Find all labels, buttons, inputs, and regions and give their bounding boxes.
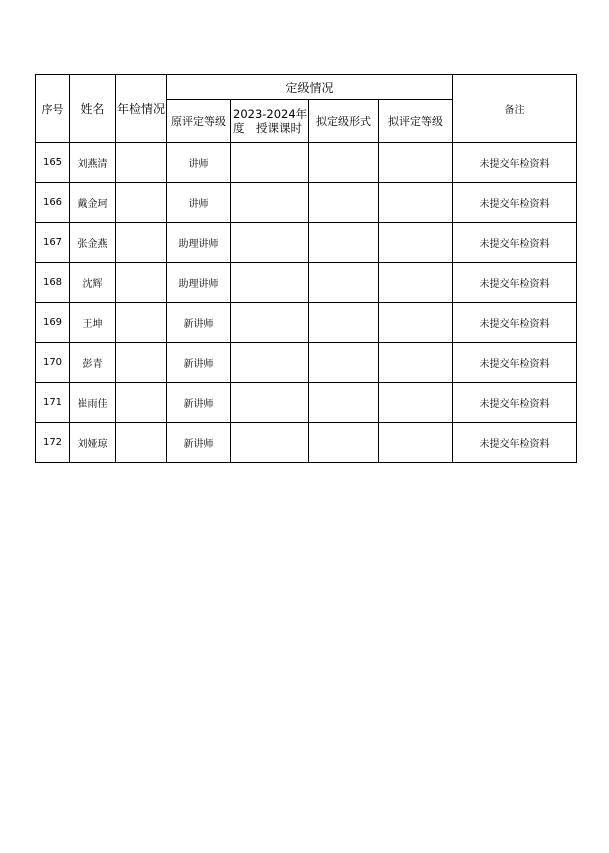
proposed-grade-cell: [379, 143, 453, 183]
header-original-grade: 原评定等级: [167, 100, 231, 143]
proposed-form-cell: [309, 183, 379, 223]
seq-cell: 168: [36, 263, 70, 303]
table-row: [36, 343, 577, 383]
header-proposed-form: 拟定级形式: [309, 100, 379, 143]
remarks-cell: 未提交年检资料: [453, 303, 577, 343]
annual-check-cell: [116, 143, 167, 183]
original-grade-cell: 讲师: [167, 143, 231, 183]
annual-check-cell: [116, 343, 167, 383]
proposed-grade-cell: [379, 263, 453, 303]
original-grade-cell: 助理讲师: [167, 263, 231, 303]
seq-cell: 172: [36, 423, 70, 463]
original-grade-cell: 讲师: [167, 183, 231, 223]
seq-cell: 170: [36, 343, 70, 383]
header-grading-group: 定级情况: [167, 75, 453, 100]
remarks-cell: 未提交年检资料: [453, 343, 577, 383]
seq-cell: 169: [36, 303, 70, 343]
name-cell: 沈辉: [70, 263, 116, 303]
header-row: [36, 75, 577, 100]
seq-cell: 166: [36, 183, 70, 223]
header-teaching-hours-line1: 2023-2024年: [233, 107, 308, 121]
proposed-grade-cell: [379, 383, 453, 423]
proposed-form-cell: [309, 263, 379, 303]
teaching-hours-cell: [231, 303, 309, 343]
annual-check-cell: [116, 383, 167, 423]
table-row: [36, 183, 577, 223]
proposed-form-cell: [309, 383, 379, 423]
original-grade-cell: 新讲师: [167, 343, 231, 383]
proposed-grade-cell: [379, 223, 453, 263]
table-row: [36, 423, 577, 463]
remarks-cell: 未提交年检资料: [453, 423, 577, 463]
header-teaching-hours: [231, 100, 309, 143]
annual-check-cell: [116, 263, 167, 303]
proposed-form-cell: [309, 303, 379, 343]
header-seq: 序号: [36, 75, 70, 143]
seq-cell: 171: [36, 383, 70, 423]
header-name: 姓名: [70, 75, 116, 143]
proposed-grade-cell: [379, 303, 453, 343]
table-row: [36, 263, 577, 303]
table-row: [36, 143, 577, 183]
teaching-hours-cell: [231, 143, 309, 183]
table-row: [36, 383, 577, 423]
annual-check-cell: [116, 223, 167, 263]
proposed-form-cell: [309, 423, 379, 463]
remarks-cell: 未提交年检资料: [453, 383, 577, 423]
remarks-cell: 未提交年检资料: [453, 183, 577, 223]
name-cell: 戴金珂: [70, 183, 116, 223]
table-row: [36, 223, 577, 263]
teaching-hours-cell: [231, 223, 309, 263]
header-remarks: 备注: [453, 75, 577, 143]
original-grade-cell: 新讲师: [167, 303, 231, 343]
grading-table: [35, 74, 577, 463]
teaching-hours-cell: [231, 343, 309, 383]
annual-check-cell: [116, 183, 167, 223]
remarks-cell: 未提交年检资料: [453, 223, 577, 263]
teaching-hours-cell: [231, 423, 309, 463]
header-annual-check: 年检情况: [116, 75, 167, 143]
name-cell: 刘娅琼: [70, 423, 116, 463]
remarks-cell: 未提交年检资料: [453, 263, 577, 303]
original-grade-cell: 新讲师: [167, 383, 231, 423]
proposed-form-cell: [309, 343, 379, 383]
name-cell: 王坤: [70, 303, 116, 343]
proposed-form-cell: [309, 143, 379, 183]
teaching-hours-cell: [231, 263, 309, 303]
teaching-hours-cell: [231, 383, 309, 423]
proposed-grade-cell: [379, 423, 453, 463]
original-grade-cell: 助理讲师: [167, 223, 231, 263]
name-cell: 崔雨佳: [70, 383, 116, 423]
header-proposed-grade: 拟评定等级: [379, 100, 453, 143]
header-teaching-hours-line2: 度 授课课时: [233, 121, 302, 135]
table-row: [36, 303, 577, 343]
proposed-form-cell: [309, 223, 379, 263]
name-cell: 彭青: [70, 343, 116, 383]
proposed-grade-cell: [379, 343, 453, 383]
remarks-cell: 未提交年检资料: [453, 143, 577, 183]
seq-cell: 167: [36, 223, 70, 263]
annual-check-cell: [116, 423, 167, 463]
name-cell: 张金燕: [70, 223, 116, 263]
seq-cell: 165: [36, 143, 70, 183]
name-cell: 刘燕清: [70, 143, 116, 183]
proposed-grade-cell: [379, 183, 453, 223]
original-grade-cell: 新讲师: [167, 423, 231, 463]
annual-check-cell: [116, 303, 167, 343]
teaching-hours-cell: [231, 183, 309, 223]
